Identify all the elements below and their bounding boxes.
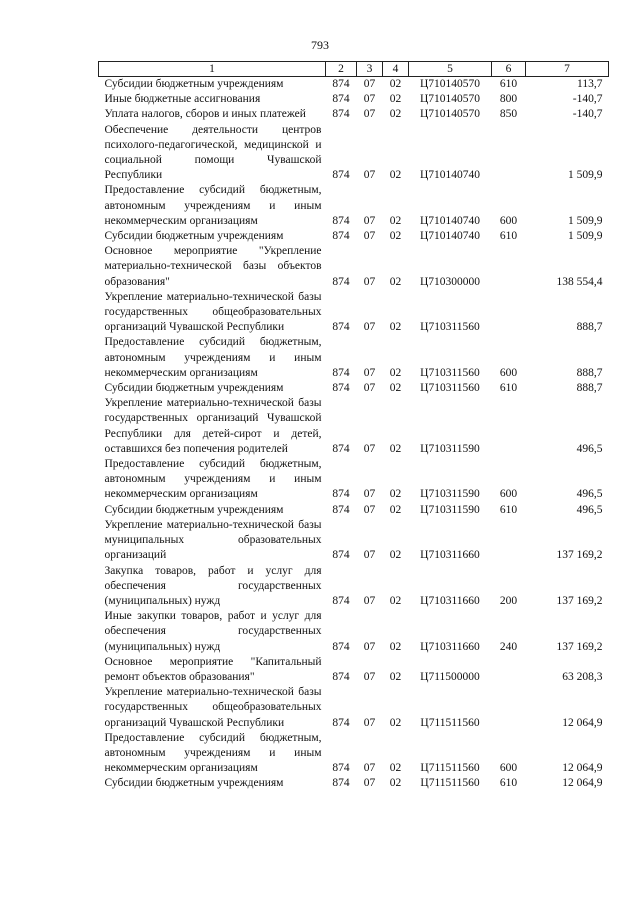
expense-type-cell: 600 <box>499 762 518 775</box>
table-row <box>99 335 609 381</box>
amount-cell: 1 509,9 <box>568 230 603 243</box>
amount-cell: 137 169,2 <box>556 640 603 653</box>
row-name-cell: Предоставление субсидий бюджетным, автономным учреждениям и иным некоммерческим организациям <box>104 731 322 775</box>
ministry-code-cell: 874 <box>332 275 350 288</box>
ministry-code-cell: 874 <box>332 670 350 683</box>
column-header: 7 <box>526 62 609 77</box>
expense-type-cell: 200 <box>499 594 518 607</box>
section-code-cell: 07 <box>363 108 376 121</box>
target-article-cell: Ц710140570 <box>419 108 481 121</box>
row-name-cell: Иные закупки товаров, работ и услуг для обеспечения государственных (муниципальных) нужд <box>104 610 322 653</box>
table-row <box>99 503 609 518</box>
table-row <box>99 685 609 731</box>
ministry-code-cell: 874 <box>332 549 350 562</box>
subsection-code-cell: 02 <box>389 762 402 775</box>
table-row <box>99 457 609 503</box>
ministry-code-cell: 874 <box>332 382 350 395</box>
expense-type-cell <box>492 396 526 457</box>
subsection-code-cell: 02 <box>389 214 402 227</box>
target-article-cell: Ц711500000 <box>420 670 480 683</box>
table-row <box>99 776 609 791</box>
expense-type-cell: 600 <box>499 488 518 501</box>
column-header: 4 <box>383 62 409 77</box>
target-article-cell: Ц710140570 <box>419 93 481 106</box>
table-header-row <box>99 62 609 77</box>
amount-cell: 12 064,9 <box>562 777 603 790</box>
section-code-cell: 07 <box>363 716 376 729</box>
table-row <box>99 183 609 229</box>
column-header: 6 <box>492 62 526 77</box>
ministry-code-cell: 874 <box>332 214 350 227</box>
expense-type-cell <box>492 290 526 336</box>
subsection-code-cell: 02 <box>389 108 402 121</box>
amount-cell: 496,5 <box>576 488 603 501</box>
ministry-code-cell: 874 <box>332 640 350 653</box>
subsection-code-cell: 02 <box>389 549 402 562</box>
subsection-code-cell: 02 <box>389 442 402 455</box>
ministry-code-cell: 874 <box>332 366 350 379</box>
table-row <box>99 244 609 290</box>
subsection-code-cell: 02 <box>389 230 402 243</box>
expense-type-cell <box>492 655 526 685</box>
row-name-cell: Субсидии бюджетным учреждениям <box>104 230 284 243</box>
target-article-cell: Ц710140570 <box>419 78 481 90</box>
ministry-code-cell: 874 <box>332 93 350 106</box>
section-code-cell: 07 <box>363 488 376 501</box>
subsection-code-cell: 02 <box>389 488 402 501</box>
amount-cell: 63 208,3 <box>562 670 603 683</box>
row-name-cell: Предоставление субсидий бюджетным, автономным учреждениям и иным некоммерческим организациям <box>104 336 322 379</box>
amount-cell: 12 064,9 <box>562 762 603 775</box>
subsection-code-cell: 02 <box>389 716 402 729</box>
table-row <box>99 381 609 396</box>
subsection-code-cell: 02 <box>389 93 402 106</box>
amount-cell: 496,5 <box>576 503 603 516</box>
target-article-cell: Ц710140740 <box>419 214 481 227</box>
subsection-code-cell: 02 <box>389 275 402 288</box>
expense-type-cell: 610 <box>499 777 518 790</box>
budget-table <box>98 61 609 792</box>
ministry-code-cell: 874 <box>332 108 350 121</box>
target-article-cell: Ц710140740 <box>419 230 481 243</box>
column-header: 2 <box>326 62 357 77</box>
row-name-cell: Предоставление субсидий бюджетным, автономным учреждениям и иным некоммерческим организациям <box>104 458 322 501</box>
expense-type-cell: 610 <box>499 382 518 395</box>
ministry-code-cell: 874 <box>332 762 350 775</box>
section-code-cell: 07 <box>363 275 376 288</box>
amount-cell: 138 554,4 <box>556 275 603 288</box>
section-code-cell: 07 <box>363 169 376 182</box>
expense-type-cell <box>492 123 526 184</box>
expense-type-cell <box>492 518 526 564</box>
row-name-cell: Иные бюджетные ассигнования <box>104 93 261 106</box>
subsection-code-cell: 02 <box>389 777 402 790</box>
expense-type-cell <box>492 244 526 290</box>
target-article-cell: Ц710311590 <box>420 488 480 501</box>
table-row <box>99 107 609 122</box>
row-name-cell: Уплата налогов, сборов и иных платежей <box>104 108 306 121</box>
section-code-cell: 07 <box>363 366 376 379</box>
subsection-code-cell: 02 <box>389 366 402 379</box>
table-row <box>99 731 609 777</box>
section-code-cell: 07 <box>363 670 376 683</box>
row-name-cell: Укрепление материально-технической базы государственных общеобразовательных организаций Чувашской Республики <box>104 686 322 729</box>
target-article-cell: Ц711511560 <box>420 716 480 729</box>
expense-type-cell: 610 <box>499 78 518 90</box>
target-article-cell: Ц710311560 <box>420 366 480 379</box>
ministry-code-cell: 874 <box>332 321 350 334</box>
section-code-cell: 07 <box>363 549 376 562</box>
expense-type-cell: 850 <box>499 108 518 121</box>
ministry-code-cell: 874 <box>332 442 350 455</box>
section-code-cell: 07 <box>363 777 376 790</box>
row-name-cell: Субсидии бюджетным учреждениям <box>104 382 284 395</box>
amount-cell: 1 509,9 <box>568 169 603 182</box>
target-article-cell: Ц710311660 <box>420 594 480 607</box>
amount-cell: 113,7 <box>577 78 603 90</box>
target-article-cell: Ц710311590 <box>420 503 480 516</box>
table-row <box>99 229 609 244</box>
table-row <box>99 609 609 655</box>
row-name-cell: Субсидии бюджетным учреждениям <box>104 503 284 516</box>
ministry-code-cell: 874 <box>332 488 350 501</box>
expense-type-cell: 800 <box>499 93 518 106</box>
page-number: 793 <box>311 38 329 52</box>
section-code-cell: 07 <box>363 442 376 455</box>
ministry-code-cell: 874 <box>332 503 350 516</box>
section-code-cell: 07 <box>363 230 376 243</box>
row-name-cell: Обеспечение деятельности центров психолого-педагогической, медицинской и социальной помощи Чувашской Республики <box>104 123 322 182</box>
target-article-cell: Ц710311660 <box>420 549 480 562</box>
ministry-code-cell: 874 <box>332 169 350 182</box>
amount-cell: 137 169,2 <box>556 549 603 562</box>
section-code-cell: 07 <box>363 214 376 227</box>
row-name-cell: Субсидии бюджетным учреждениям <box>104 78 284 90</box>
ministry-code-cell: 874 <box>332 230 350 243</box>
expense-type-cell: 610 <box>499 230 518 243</box>
table-row <box>99 564 609 610</box>
section-code-cell: 07 <box>363 78 376 90</box>
target-article-cell: Ц710311660 <box>420 640 480 653</box>
subsection-code-cell: 02 <box>389 503 402 516</box>
amount-cell: 888,7 <box>576 382 603 395</box>
target-article-cell: Ц710311560 <box>420 382 480 395</box>
section-code-cell: 07 <box>363 503 376 516</box>
amount-cell: -140,7 <box>572 108 603 121</box>
subsection-code-cell: 02 <box>389 382 402 395</box>
table-body <box>99 77 609 792</box>
amount-cell: 12 064,9 <box>562 716 603 729</box>
target-article-cell: Ц710300000 <box>419 275 481 288</box>
row-name-cell: Укрепление материально-технической базы государственных организаций Чувашской Республики для детей-сирот и детей, оставшихся без попечения родителей <box>104 397 322 455</box>
target-article-cell: Ц710311560 <box>420 321 480 334</box>
expense-type-cell: 600 <box>499 214 518 227</box>
row-name-cell: Укрепление материально-технической базы государственных общеобразовательных организаций Чувашской Республики <box>104 290 322 334</box>
expense-type-cell: 240 <box>499 640 518 653</box>
amount-cell: 888,7 <box>576 321 603 334</box>
row-name-cell: Субсидии бюджетным учреждениям <box>104 777 284 790</box>
section-code-cell: 07 <box>363 594 376 607</box>
section-code-cell: 07 <box>363 762 376 775</box>
column-header: 3 <box>357 62 383 77</box>
amount-cell: 888,7 <box>576 366 603 379</box>
target-article-cell: Ц710311590 <box>420 442 480 455</box>
amount-cell: -140,7 <box>572 93 603 106</box>
table-row <box>99 290 609 336</box>
column-header: 5 <box>409 62 492 77</box>
amount-cell: 137 169,2 <box>556 594 603 607</box>
subsection-code-cell: 02 <box>389 169 402 182</box>
row-name-cell: Предоставление субсидий бюджетным, автономным учреждениям и иным некоммерческим организациям <box>104 184 322 227</box>
subsection-code-cell: 02 <box>389 640 402 653</box>
table-row <box>99 92 609 107</box>
section-code-cell: 07 <box>363 93 376 106</box>
subsection-code-cell: 02 <box>389 670 402 683</box>
table-row <box>99 655 609 685</box>
target-article-cell: Ц711511560 <box>420 777 480 790</box>
row-name-cell: Основное мероприятие "Капитальный ремонт объектов образования" <box>104 655 322 683</box>
amount-cell: 1 509,9 <box>568 214 603 227</box>
expense-type-cell: 600 <box>499 366 518 379</box>
row-name-cell: Основное мероприятие "Укрепление материально-технической базы объектов образования" <box>104 245 322 288</box>
column-header: 1 <box>99 62 326 77</box>
table-row <box>99 518 609 564</box>
subsection-code-cell: 02 <box>389 78 402 90</box>
table-row <box>99 396 609 457</box>
ministry-code-cell: 874 <box>332 78 350 90</box>
section-code-cell: 07 <box>363 640 376 653</box>
table-row <box>99 77 609 93</box>
row-name-cell: Укрепление материально-технической базы муниципальных образовательных организаций <box>104 518 322 562</box>
target-article-cell: Ц711511560 <box>420 762 480 775</box>
expense-type-cell: 610 <box>499 503 518 516</box>
section-code-cell: 07 <box>363 382 376 395</box>
ministry-code-cell: 874 <box>332 594 350 607</box>
ministry-code-cell: 874 <box>332 716 350 729</box>
ministry-code-cell: 874 <box>332 777 350 790</box>
subsection-code-cell: 02 <box>389 594 402 607</box>
section-code-cell: 07 <box>363 321 376 334</box>
expense-type-cell <box>492 685 526 731</box>
row-name-cell: Закупка товаров, работ и услуг для обеспечения государственных (муниципальных) нужд <box>104 564 322 607</box>
amount-cell: 496,5 <box>576 442 603 455</box>
target-article-cell: Ц710140740 <box>419 169 481 182</box>
subsection-code-cell: 02 <box>389 321 402 334</box>
table-row <box>99 123 609 184</box>
